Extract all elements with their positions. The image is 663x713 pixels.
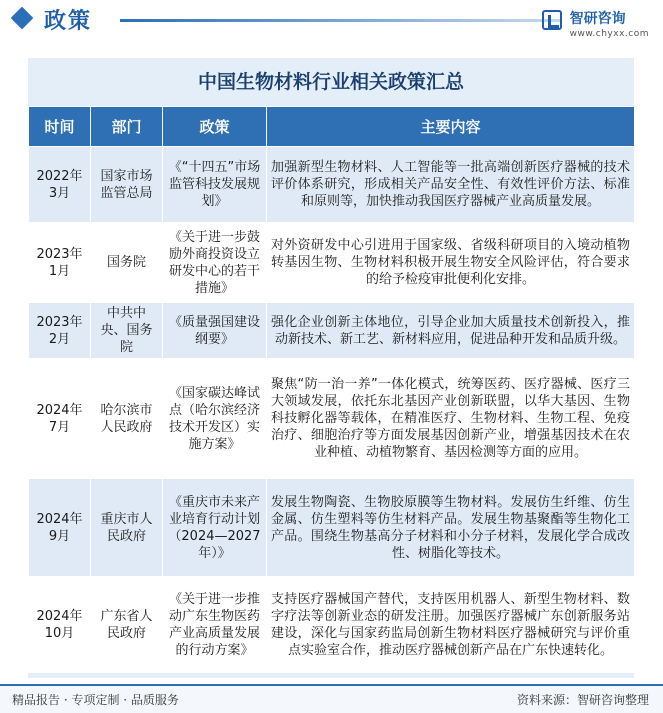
diamond-icon xyxy=(11,7,34,30)
cell-content: 支持医疗器械国产替代，支持医用机器人、新型生物材料、数字疗法等创新业态的研发注册。加强医疗器械广东创新服务站建设，深化与国家药监局创新生物材料医疗器械研究与评价重点实验室合作，推动医疗器械创新产品在广东快速转化。 xyxy=(267,577,635,673)
column-header-time: 时间 xyxy=(29,107,91,147)
cell-policy: 《重庆市未来产业培育行动计划（2024—2027年）》 xyxy=(163,479,267,577)
cell-time: 2024年9月 xyxy=(29,479,91,577)
policy-table xyxy=(28,106,635,673)
header xyxy=(0,0,663,48)
brand-url: www.chyxx.com xyxy=(569,29,649,39)
cell-dept: 广东省人民政府 xyxy=(91,577,163,673)
brand-name: 智研咨询 xyxy=(569,11,626,27)
cell-time: 2022年3月 xyxy=(29,147,91,223)
table-row xyxy=(29,359,635,479)
column-header-policy: 政策 xyxy=(163,107,267,147)
cell-content: 聚焦“防一治一养”一体化模式，统筹医药、医疗器械、医疗三大领域发展，依托东北基因产业创新联盟，以华大基因、生物科技孵化器等载体，在精准医疗、生物材料、生物工程、免疫治疗、细胞治疗等方面发展基因创新产业，增强基因技术在农业种植、动植物繁育、基因检测等方面的应用。 xyxy=(267,359,635,479)
cell-time: 2023年1月 xyxy=(29,223,91,303)
brand-logo-icon xyxy=(542,10,562,30)
table-title: 中国生物材料行业相关政策汇总 xyxy=(197,71,464,93)
cell-content: 强化企业创新主体地位，引导企业加大质量技术创新投入，推动新技术、新工艺、新材料应用，促进品种开发和品质升级。 xyxy=(267,303,635,359)
table-row xyxy=(29,479,635,577)
footer-slogan: 精品报告 · 专项定制 · 品质服务 xyxy=(12,693,179,707)
table-row xyxy=(29,577,635,673)
cell-time: 2023年2月 xyxy=(29,303,91,359)
cell-dept: 中共中央、国务院 xyxy=(91,303,163,359)
cell-dept: 国务院 xyxy=(91,223,163,303)
column-header-content: 主要内容 xyxy=(267,107,635,147)
section-title: 政策 xyxy=(44,9,93,34)
cell-policy: 《关于进一步推动广东生物医药产业高质量发展的行动方案》 xyxy=(163,577,267,673)
table-row xyxy=(29,147,635,223)
header-rule xyxy=(120,19,560,22)
cell-dept: 国家市场监管总局 xyxy=(91,147,163,223)
cell-policy: 《国家碳达峰试点（哈尔滨经济技术开发区）实施方案》 xyxy=(163,359,267,479)
table-row xyxy=(29,303,635,359)
column-header-dept: 部门 xyxy=(91,107,163,147)
cell-content: 对外资研发中心引进用于国家级、省级科研项目的入境动植物转基因生物、生物材料积极开展生物安全风险评估，符合要求的给予检疫审批便利化安排。 xyxy=(267,223,635,303)
cell-content: 发展生物陶瓷、生物胶原膜等生物材料。发展仿生纤维、仿生金属、仿生塑料等仿生材料产品。发展生物基聚酯等生物化工产品。围绕生物基高分子材料和小分子材料，发展化学合成改性、树脂化等技术。 xyxy=(267,479,635,577)
cell-dept: 重庆市人民政府 xyxy=(91,479,163,577)
brand xyxy=(570,8,649,39)
footer xyxy=(0,684,663,713)
cell-time: 2024年7月 xyxy=(29,359,91,479)
cell-content: 加强新型生物材料、人工智能等一批高端创新医疗器械的技术评价体系研究，形成相关产品安全性、有效性评价方法、标准和原则等，加快推动我国医疗器械产业高质量发展。 xyxy=(267,147,635,223)
footer-source: 资料来源：智研咨询整理 xyxy=(516,693,649,707)
cell-policy: 《关于进一步鼓励外商投资设立研发中心的若干措施》 xyxy=(163,223,267,303)
table-header-row xyxy=(29,107,635,147)
table-row xyxy=(29,223,635,303)
cell-policy: 《质量强国建设纲要》 xyxy=(163,303,267,359)
cell-dept: 哈尔滨市人民政府 xyxy=(91,359,163,479)
cell-policy: 《“十四五”市场监管科技发展规划》 xyxy=(163,147,267,223)
policy-table-panel xyxy=(28,58,634,678)
cell-time: 2024年10月 xyxy=(29,577,91,673)
